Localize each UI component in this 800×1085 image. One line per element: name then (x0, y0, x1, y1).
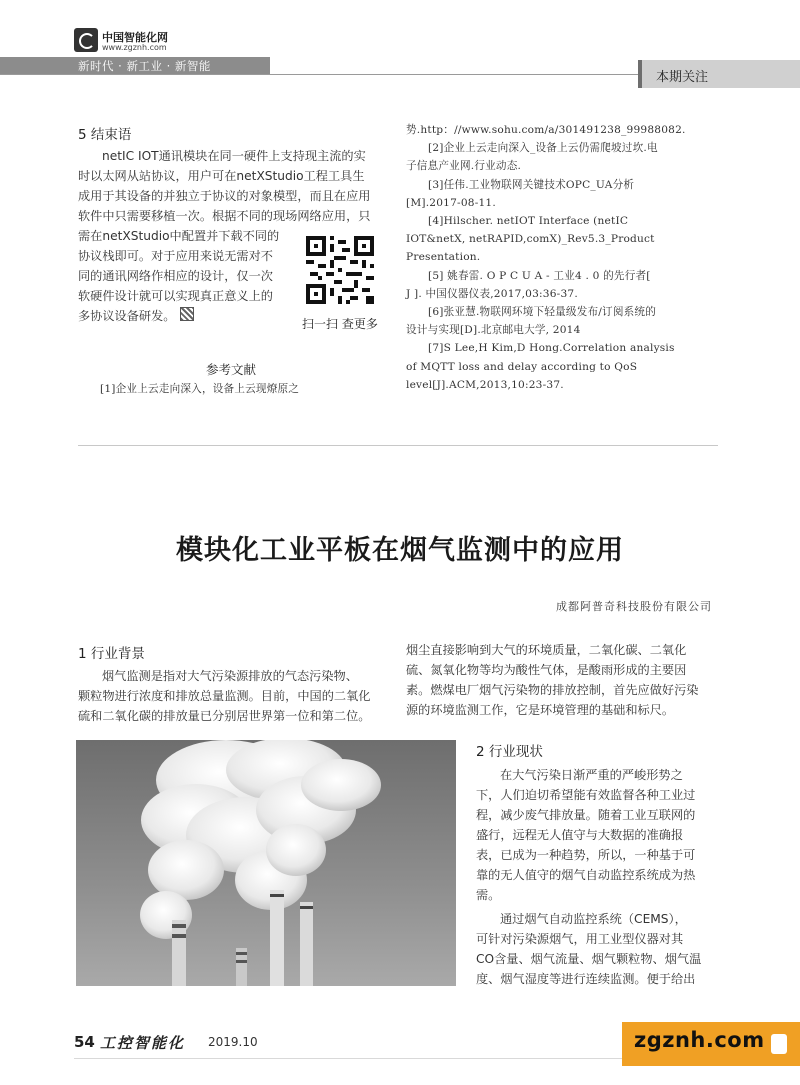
reference-line: [7]S Lee,H Kim,D Hong.Correlation analysis (428, 342, 675, 355)
text-line: 在大气污染日渐严重的严峻形势之 (500, 768, 683, 782)
text-line: netIC IOT通讯模块在同一硬件上支持现主流的实 (102, 149, 366, 163)
badge-tab-icon (771, 1034, 787, 1054)
text-line: 可针对污染源烟气，用工业型仪器对其 (476, 932, 684, 946)
smokestack-photo (76, 740, 456, 986)
text-line: 多协议设备研发。 (78, 306, 371, 326)
article-divider (78, 445, 718, 446)
text-line: 同的通讯网络作相应的设计，仅一次 (78, 269, 273, 283)
section-1-heading: 1 行业背景 (78, 646, 145, 662)
text-line: 成用于其设备的并独立于协议的对象模型，而且在应用 (78, 189, 371, 203)
reference-line: [3]任伟.工业物联网关键技术OPC_UA分析 (428, 178, 635, 191)
reference-line: Presentation. (406, 251, 481, 264)
article-title: 模块化工业平板在烟气监测中的应用 (176, 535, 624, 566)
reference-line: [4]Hilscher. netIOT Interface (netIC (428, 215, 629, 228)
article-author: 成都阿普奇科技股份有限公司 (556, 600, 712, 613)
magazine-name: 工控智能化 (100, 1034, 186, 1052)
reference-line: [5] 姚春雷. O P C U A - 工业4 . 0 的先行者[ (428, 269, 651, 282)
text-line: 需在netXStudio中配置并下载不同的 (78, 229, 280, 243)
reference-line: [6]张亚慧.物联网环境下轻量级发布/订阅系统的 (428, 306, 657, 319)
text-line: 硫、氮氧化物等均为酸性气体，是酸雨形成的主要因 (406, 663, 687, 677)
text-line: 协议栈即可。对于应用来说无需对不 (78, 249, 273, 263)
reference-line: 势.http：//www.sohu.com/a/301491238_99988082. (406, 124, 686, 136)
reference-line: J ]. 中国仪器仪表,2017,03:36-37. (406, 287, 578, 300)
references-title: 参考文献 (206, 362, 257, 377)
slogan: 新时代 · 新工业 · 新智能 (78, 59, 211, 73)
reference-line: [M].2017-08-11. (406, 196, 496, 209)
text-line: 需。 (476, 888, 501, 902)
conclusion-heading: 5 结束语 (78, 127, 132, 143)
reference-line: of MQTT loss and delay according to QoS (406, 360, 638, 373)
section-1-body (78, 666, 408, 726)
brand-name: 中国智能化网 (102, 31, 168, 44)
qr-caption: 扫一扫 查更多 (302, 317, 378, 331)
qr-code[interactable] (306, 236, 374, 304)
brand-logo-icon (74, 28, 98, 52)
text-line: 度、烟气湿度等进行连续监测。便于给出 (476, 972, 696, 986)
text-line: 烟气监测是指对大气污染源排放的气态污染物、 (102, 669, 358, 683)
text-line: 时以太网从站协议，用户可在netXStudio工程工具生 (78, 169, 365, 183)
text-line: 烟尘直接影响到大气的环境质量，二氧化碳、二氧化 (406, 643, 687, 657)
text-line: 下，人们迫切希望能有效监督各种工业过 (476, 788, 696, 802)
reference-line: IOT&netX, netRAPID,comX)_Rev5.3_Product (406, 233, 655, 246)
text-line: 素。燃煤电厂烟气污染物的排放控制，首先应做好污染 (406, 683, 699, 697)
end-mark-icon (180, 307, 194, 321)
section-1-body-continued (406, 640, 724, 720)
text-line: 颗粒物进行浓度和排放总量监测。目前，中国的二氧化 (78, 689, 371, 703)
text-line: 表，已成为一种趋势，所以，一种基于可 (476, 848, 696, 862)
references-right (406, 121, 718, 394)
reference-line: 子信息产业网.行业动态. (406, 160, 522, 173)
text-line: 源的环境监测工作，它是环境管理的基础和标尺。 (406, 703, 675, 717)
text-line: 软件中只需要移植一次。根据不同的现场网络应用，只 (78, 209, 371, 223)
text-line: 软硬件设计就可以实现真正意义上的 (78, 289, 273, 303)
text-line: 硫和二氧化碳的排放量已分别居世界第一位和第二位。 (78, 709, 371, 723)
page-number: 54 (74, 1033, 95, 1051)
section-2-heading: 2 行业现状 (476, 744, 543, 760)
text-line: 程，减少废气排放量。随着工业互联网的 (476, 808, 696, 822)
reference-line: level[J].ACM,2013,10:23-37. (406, 378, 564, 391)
footer-divider (74, 1058, 634, 1059)
site-url[interactable]: zgznh.com (634, 1028, 765, 1052)
issue-date: 2019.10 (208, 1035, 258, 1049)
section-tab-label: 本期关注 (656, 70, 709, 85)
text-line: CO含量、烟气流量、烟气颗粒物、烟气温 (476, 952, 702, 966)
reference-line: [2]企业上云走向深入_设备上云仍需爬坡过坎.电 (428, 142, 658, 155)
reference-1: [1]企业上云走向深入，设备上云现燎原之 (100, 383, 300, 395)
section-2-body (476, 765, 724, 989)
reference-line: 设计与实现[D].北京邮电大学, 2014 (406, 324, 581, 337)
text-line: 盛行，远程无人值守与大数据的准确报 (476, 828, 684, 842)
text-line: 靠的无人值守的烟气自动监控系统成为热 (476, 868, 696, 882)
text-line: 通过烟气自动监控系统（CEMS）， (500, 912, 687, 926)
brand-url[interactable]: www.zgznh.com (102, 43, 167, 52)
